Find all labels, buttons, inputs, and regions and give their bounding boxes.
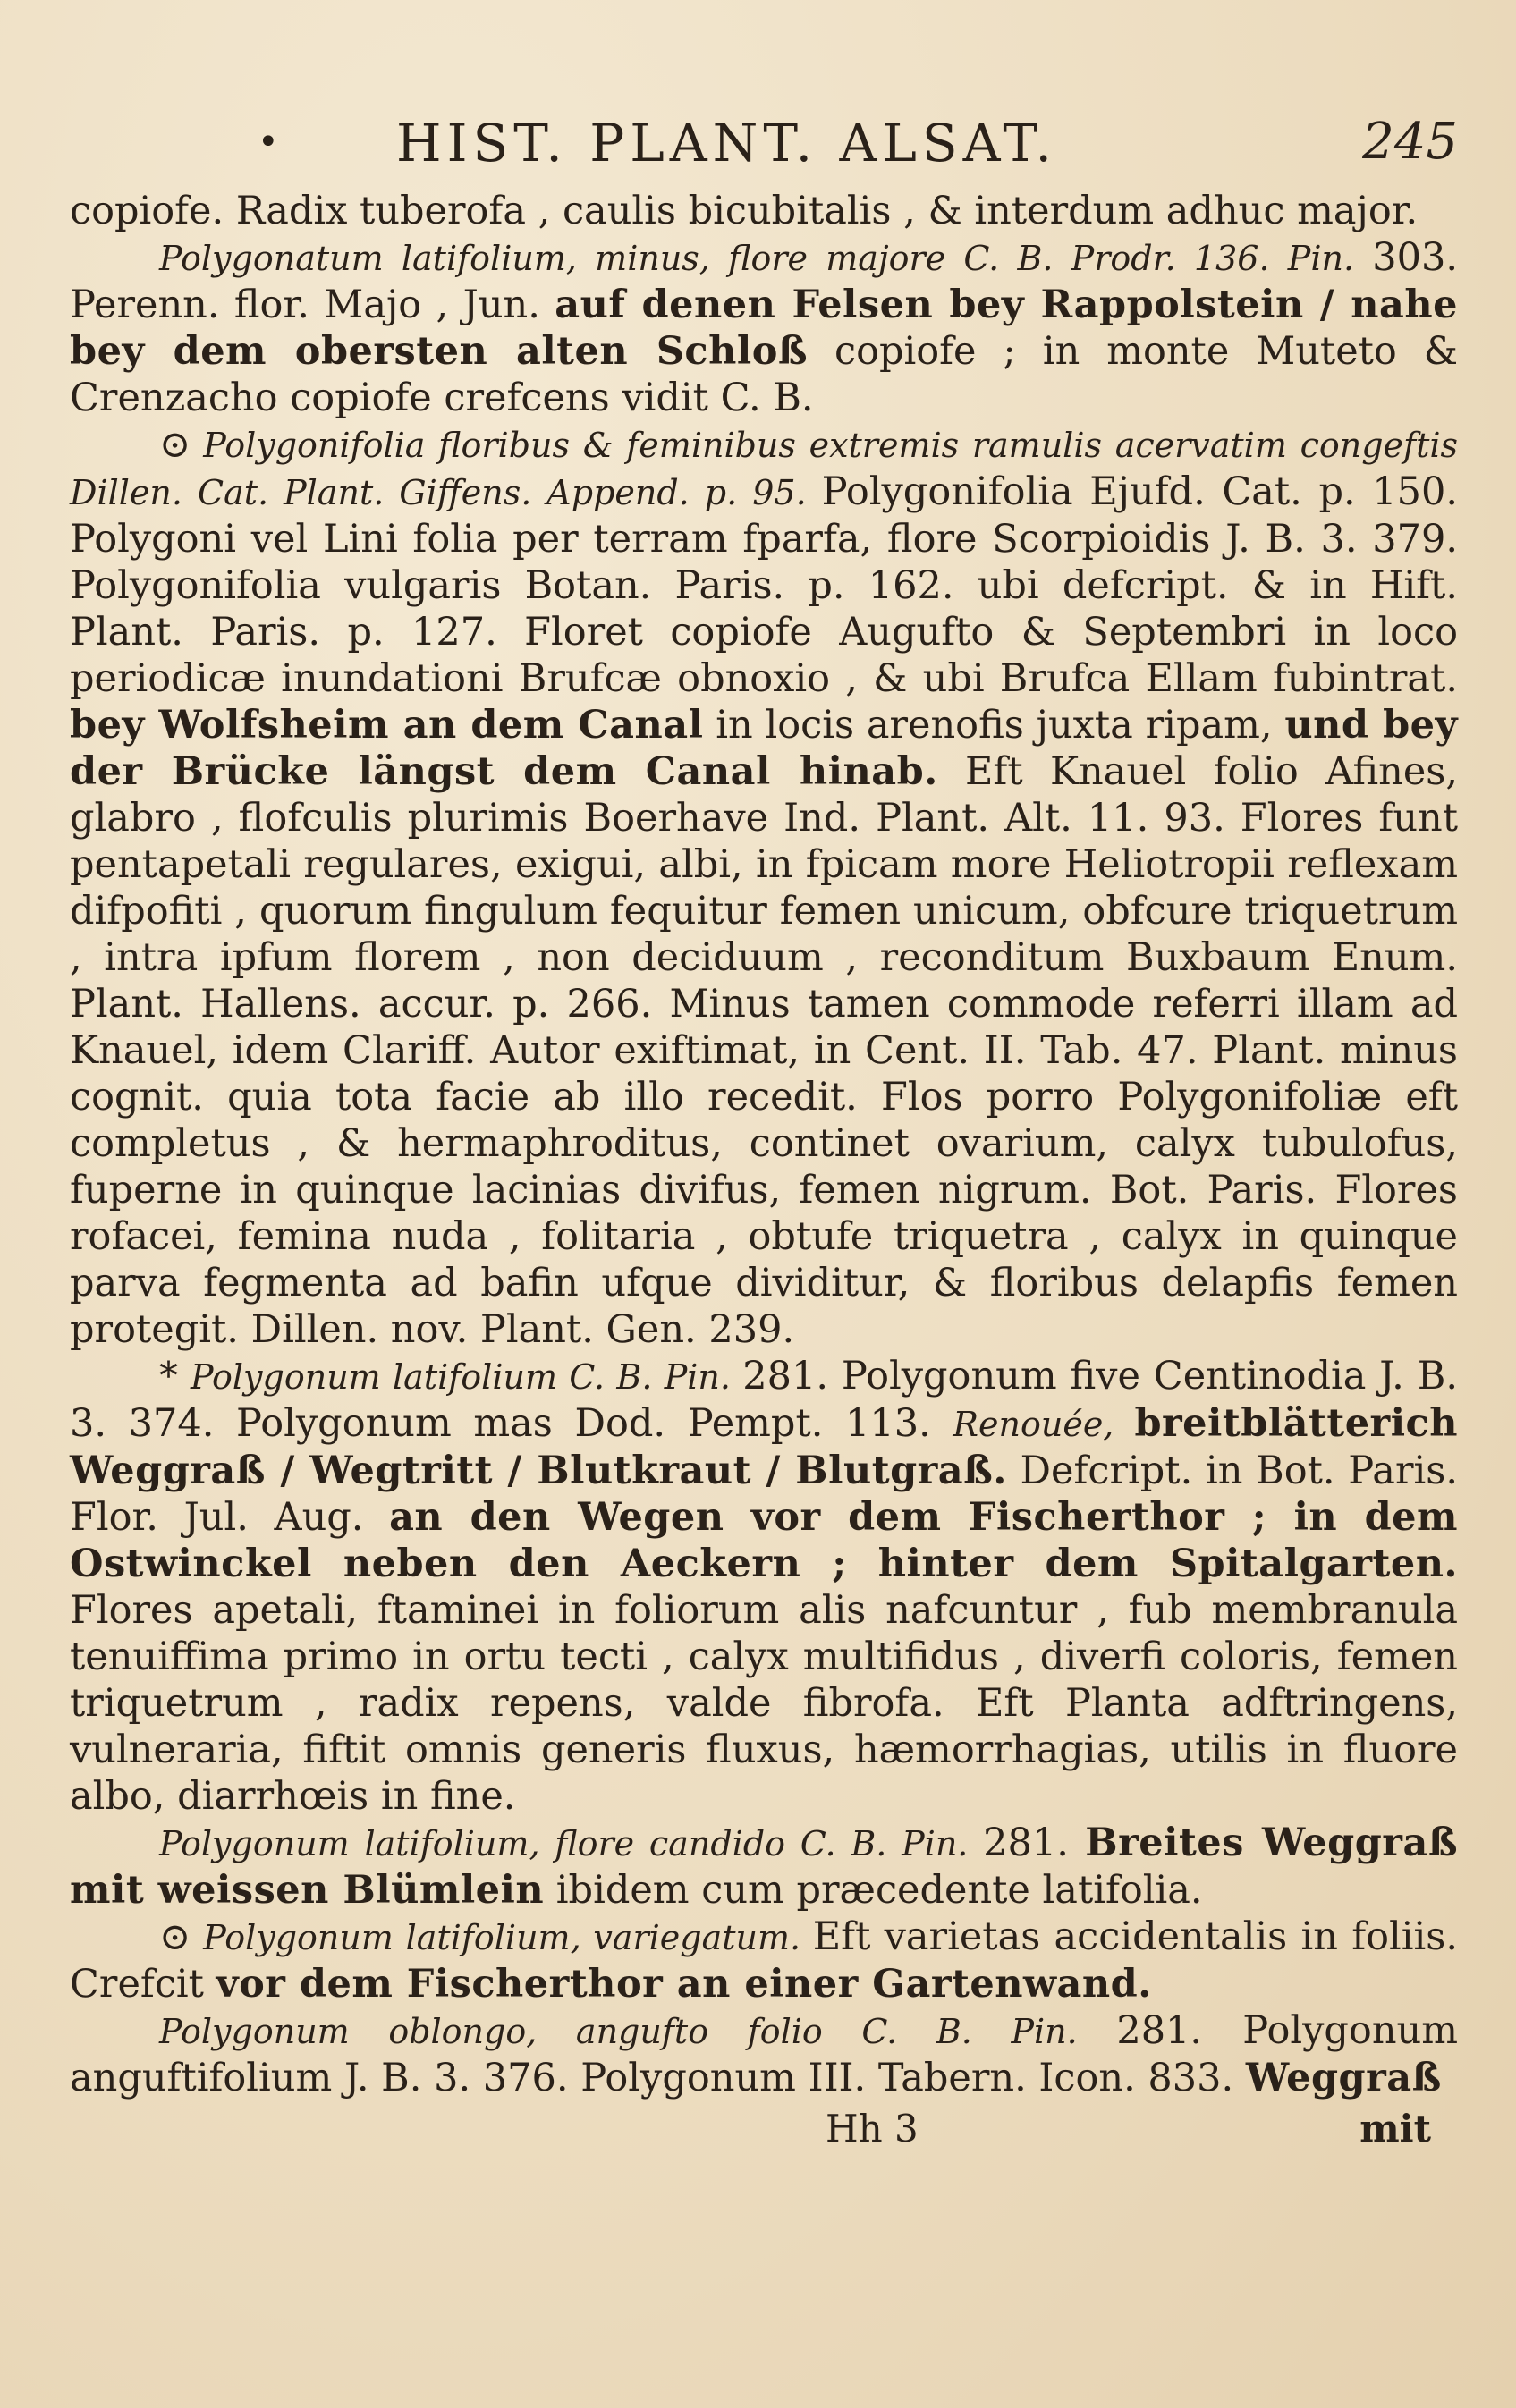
german-locality-text: Breites Weggraß mit weissen Blümlein — [70, 1821, 1458, 1913]
running-title: HIST. PLANT. ALSAT. — [396, 113, 1057, 173]
latin-citation: Polygonum latifolium, variegatum. — [203, 1918, 813, 1957]
latin-citation: Polygonifolia floribus & feminibus extremis ramulis acervatim congeftis Dillen. Cat. Plant. Giffens. Append. p. 95. — [70, 426, 1458, 512]
paragraph — [70, 1820, 1458, 1914]
paragraph — [70, 2007, 1458, 2101]
body-text-segment: 281. — [983, 1821, 1086, 1865]
body-text-segment: Flores apetali, ftaminei in foliorum alis nafcuntur , fub membranula tenuiffima primo in ortu tecti , calyx multifidus , diverfi coloris, femen triquetrum , radix repens, valde fibrofa. Eft Planta adftringens, vulneraria, fiftit omnis generis fluxus, hæmorrhagias, utilis in fluore albo, diarrhœis in fine. — [70, 1588, 1458, 1819]
body-text-segment: 281. Polygonum five Centinodia J. B. 3. 374. Polygonum mas Dod. Pempt. 113. — [70, 1354, 1458, 1446]
latin-citation: Renouée, — [953, 1405, 1135, 1444]
german-locality-text: und bey der Brücke längst dem Canal hinab. — [70, 703, 1458, 794]
catchword: mit — [1359, 2107, 1431, 2150]
page-footer — [70, 2107, 1458, 2160]
german-locality-text: vor dem Fischerthor an einer Gartenwand. — [216, 1962, 1152, 2007]
german-locality-text: breitblätterich Weggraß / Wegtritt / Blutkraut / Blutgraß. — [70, 1401, 1458, 1493]
body-text-segment: Defcript. in Bot. Paris. Flor. Jul. Aug. — [70, 1449, 1458, 1540]
german-locality-text: an den Wegen vor dem Fischerthor ; in dem Ostwinckel neben den Aeckern ; hinter dem Spitalgarten. — [70, 1495, 1458, 1586]
ornament-dot: • — [258, 122, 279, 163]
body-text-segment: 281. Polygonum anguftifolium J. B. 3. 376. Polygonum III. Tabern. Icon. 833. — [70, 2008, 1458, 2100]
body-text-segment: Eft varietas accidentalis in foliis. Crefcit — [70, 1914, 1458, 2007]
latin-citation: Polygonum latifolium C. B. Pin. — [191, 1357, 743, 1397]
latin-citation: Polygonum oblongo, angufto folio C. B. Pin. — [159, 2012, 1117, 2051]
body-text-segment: copiofe ; in monte Muteto & Crenzacho copiofe crefcens vidit C. B. — [70, 329, 1459, 420]
book-page — [70, 106, 1458, 2160]
paragraph — [70, 1353, 1458, 1820]
signature-mark: Hh 3 — [826, 2107, 919, 2150]
entry-symbol: ⊙ — [159, 422, 191, 466]
body-text-segment: 303. Perenn. flor. Majo , Jun. — [70, 235, 1458, 327]
body-text-segment: Eft Knauel folio Afines, glabro , flofculis plurimis Boerhave Ind. Plant. Alt. 11. 93. Flores funt pentapetali regulares, exigui, albi, in fpicam more Heliotropii reflexam difpofiti , quorum fingulum fequitur femen unicum, obfcure triquetrum , intra ipfum florem , non deciduum , reconditum Buxbaum Enum. Plant. Hallens. accur. p. 266. Minus tamen commode referri illam ad Knauel, idem Clariff. Autor exiftimat, in Cent. II. Tab. 47. Plant. minus cognit. quia tota facie ab illo recedit. Flos porro Polygonifoliæ eft completus , & hermaphroditus, continet ovarium, calyx tubulofus, fuperne in quinque lacinias divifus, femen nigrum. Bot. Paris. Flores rofacei, femina nuda , folitaria , obtufe triquetra , calyx in quinque parva fegmenta ad bafin ufque dividitur, & floribus delapfis femen protegit. Dillen. nov. Plant. Gen. 239. — [70, 749, 1459, 1352]
body-text — [70, 188, 1458, 2101]
paragraph — [70, 1914, 1458, 2007]
page-header — [70, 106, 1458, 188]
german-locality-text: Weggraß — [1245, 2056, 1442, 2100]
body-text-segment: ibidem cum præcedente latifolia. — [544, 1868, 1203, 1913]
body-text-segment: Polygonifolia Ejufd. Cat. p. 150. Polygoni vel Lini folia per terram fparfa, flore Scorpioidis J. B. 3. 379. Polygonifolia vulgaris Botan. Paris. p. 162. ubi defcript. & in Hift. Plant. Paris. p. 127. Floret copiofe Augufto & Septembri in loco periodicæ inundationi Brufcæ obnoxio , & ubi Brufca Ellam fubintrat. — [70, 469, 1458, 701]
paragraph — [70, 421, 1458, 1353]
entry-symbol: * — [159, 1354, 178, 1398]
page-number: 245 — [1362, 113, 1458, 171]
body-text-segment: copiofe. Radix tuberofa , caulis bicubitalis , & interdum adhuc major. — [70, 189, 1419, 233]
latin-citation: Polygonatum latifolium, minus, flore majore C. B. Prodr. 136. Pin. — [159, 239, 1373, 278]
body-text-segment: in locis arenofis juxta ripam, — [703, 703, 1285, 748]
entry-symbol: ⊙ — [159, 1914, 191, 1958]
paragraph — [70, 234, 1458, 421]
german-locality-text: bey Wolfsheim an dem Canal — [70, 703, 704, 748]
latin-citation: Polygonum latifolium, flore candido C. B. Pin. — [159, 1824, 984, 1863]
german-locality-text: auf denen Felsen bey Rappolstein / nahe bey dem obersten alten Schloß — [70, 283, 1458, 374]
paragraph — [70, 188, 1458, 234]
